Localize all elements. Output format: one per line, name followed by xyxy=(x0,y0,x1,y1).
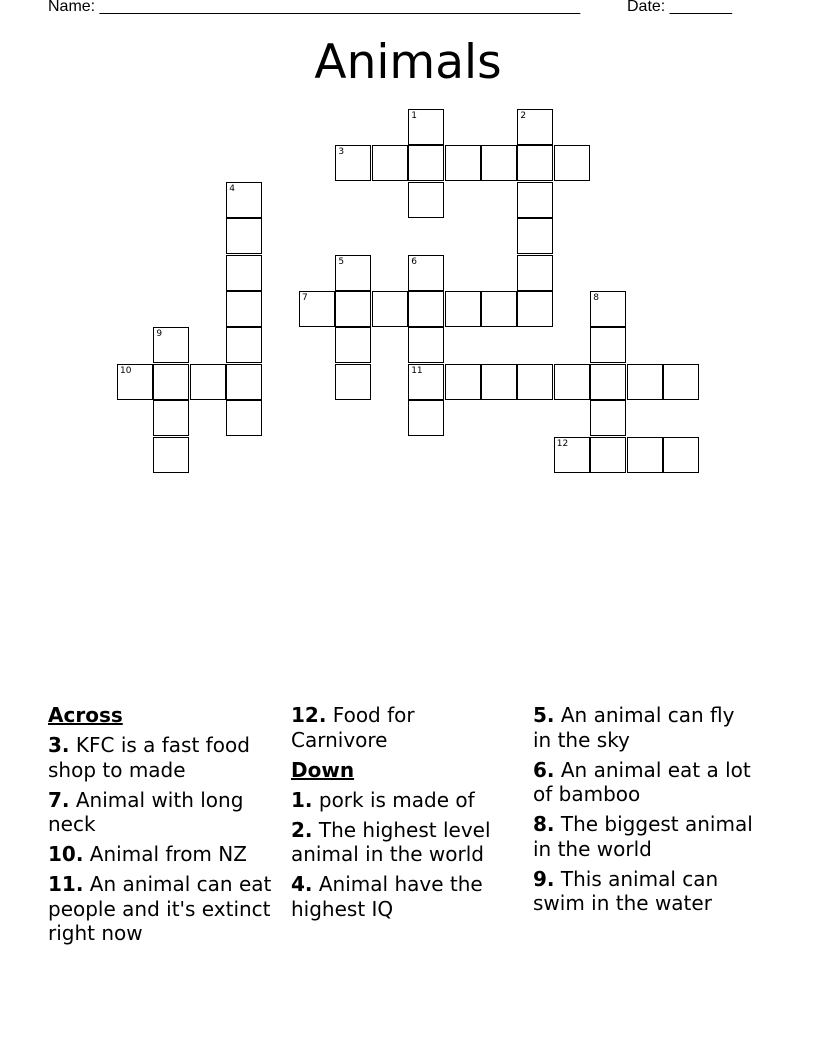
crossword-cell[interactable] xyxy=(226,327,262,363)
crossword-cell[interactable] xyxy=(226,400,262,436)
crossword-cell[interactable] xyxy=(481,291,517,327)
clue-text: An animal eat a lot of bamboo xyxy=(533,757,751,806)
crossword-cell[interactable] xyxy=(153,327,189,363)
crossword-cell[interactable] xyxy=(335,255,371,291)
crossword-cell[interactable] xyxy=(481,364,517,400)
crossword-cell[interactable] xyxy=(590,364,626,400)
crossword-cell[interactable] xyxy=(554,437,590,473)
crossword-cell[interactable] xyxy=(445,145,481,181)
clue-number: 12. xyxy=(291,703,327,727)
crossword-cell[interactable] xyxy=(517,182,553,218)
clue-text: pork is made of xyxy=(318,787,475,812)
clue-text: This animal can swim in the water xyxy=(533,866,719,915)
clue-down-6 xyxy=(533,758,758,807)
crossword-cell[interactable] xyxy=(663,437,699,473)
cell-number: 1 xyxy=(411,111,417,121)
clue-down-2 xyxy=(291,818,516,867)
across-heading: Across xyxy=(48,703,123,727)
crossword-cell[interactable] xyxy=(481,145,517,181)
clue-down-8 xyxy=(533,812,758,861)
clue-text: Animal have the highest IQ xyxy=(291,872,483,921)
crossword-cell[interactable] xyxy=(335,145,371,181)
crossword-cell[interactable] xyxy=(554,145,590,181)
crossword-cell[interactable] xyxy=(153,364,189,400)
date-line[interactable]: Date: _______ xyxy=(627,0,732,15)
clue-text: Animal from NZ xyxy=(89,842,247,866)
clue-number: 8. xyxy=(533,812,555,836)
crossword-cell[interactable] xyxy=(226,291,262,327)
cell-number: 3 xyxy=(338,147,345,158)
page-title: Animals xyxy=(314,35,502,90)
clue-down-5 xyxy=(533,703,758,752)
crossword-cell[interactable] xyxy=(117,364,153,400)
cell-number: 10 xyxy=(120,365,132,376)
crossword-cell[interactable] xyxy=(408,255,444,291)
cell-number: 7 xyxy=(302,293,308,303)
clue-number: 11. xyxy=(48,872,84,896)
crossword-cell[interactable] xyxy=(408,109,444,145)
clue-number: 2. xyxy=(291,817,313,842)
crossword-cell[interactable] xyxy=(517,218,553,254)
crossword-cell[interactable] xyxy=(517,364,553,400)
clue-text: An animal can eat people and it's extinct right now xyxy=(48,872,272,945)
clue-number: 5. xyxy=(533,703,555,727)
crossword-cell[interactable] xyxy=(590,327,626,363)
crossword-cell[interactable] xyxy=(408,182,444,218)
cell-number: 2 xyxy=(520,111,527,121)
crossword-cell[interactable] xyxy=(590,437,626,473)
crossword-cell[interactable] xyxy=(408,291,444,327)
crossword-cell[interactable] xyxy=(335,291,371,327)
cell-number: 4 xyxy=(229,183,235,194)
crossword-cell[interactable] xyxy=(590,291,626,327)
clue-number: 4. xyxy=(291,872,313,896)
crossword-cell[interactable] xyxy=(226,364,262,400)
cell-number: 6 xyxy=(411,256,417,267)
cell-number: 12 xyxy=(556,438,569,449)
crossword-cell[interactable] xyxy=(226,182,262,218)
crossword-cell[interactable] xyxy=(517,255,553,291)
crossword-cell[interactable] xyxy=(517,291,553,327)
clue-text: KFC is a fast food shop to made xyxy=(48,733,250,782)
crossword-cell[interactable] xyxy=(445,364,481,400)
clue-down-4 xyxy=(291,872,516,921)
crossword-cell[interactable] xyxy=(190,364,226,400)
clue-text: The biggest animal in the world xyxy=(533,812,753,861)
clue-across-7 xyxy=(48,788,273,837)
crossword-cell[interactable] xyxy=(554,364,590,400)
crossword-cell[interactable] xyxy=(517,109,553,145)
clue-down-9 xyxy=(533,867,758,916)
crossword-cell[interactable] xyxy=(408,327,444,363)
clue-number: 10. xyxy=(48,842,84,866)
name-line[interactable]: Name: ______________________________________________________ xyxy=(48,0,581,15)
down-heading: Down xyxy=(291,757,355,782)
crossword-cell[interactable] xyxy=(517,145,553,181)
clue-text: The highest level animal in the world xyxy=(291,817,491,866)
clue-across-10 xyxy=(48,842,273,867)
clue-across-3 xyxy=(48,733,273,782)
crossword-cell[interactable] xyxy=(408,400,444,436)
clue-across-11 xyxy=(48,872,273,946)
clue-column-1 xyxy=(48,703,273,951)
cell-number: 8 xyxy=(593,293,599,303)
clue-text: Food for Carnivore xyxy=(291,703,415,752)
crossword-cell[interactable] xyxy=(445,291,481,327)
cell-number: 9 xyxy=(156,329,163,340)
clue-number: 7. xyxy=(48,787,70,812)
crossword-cell[interactable] xyxy=(153,437,189,473)
clue-number: 3. xyxy=(48,733,70,757)
cell-number: 11 xyxy=(411,365,423,376)
crossword-cell[interactable] xyxy=(627,364,663,400)
clue-down-1 xyxy=(291,788,516,813)
crossword-cell[interactable] xyxy=(372,291,408,327)
crossword-cell[interactable] xyxy=(226,255,262,291)
clue-text: An animal can fly in the sky xyxy=(533,703,735,752)
crossword-cell[interactable] xyxy=(590,400,626,436)
crossword-cell[interactable] xyxy=(153,400,189,436)
crossword-cell[interactable] xyxy=(335,364,371,400)
crossword-cell[interactable] xyxy=(663,364,699,400)
clue-number: 6. xyxy=(533,757,555,782)
crossword-cell[interactable] xyxy=(627,437,663,473)
clue-column-3 xyxy=(533,703,758,921)
clue-number: 9. xyxy=(533,866,555,891)
crossword-cell[interactable] xyxy=(299,291,335,327)
clue-number: 1. xyxy=(291,787,313,812)
cell-number: 5 xyxy=(338,256,345,267)
crossword-cell[interactable] xyxy=(226,218,262,254)
crossword-cell[interactable] xyxy=(408,145,444,181)
crossword-cell[interactable] xyxy=(372,145,408,181)
clue-across-12 xyxy=(291,703,516,752)
clue-text: Animal with long neck xyxy=(48,787,244,836)
crossword-cell[interactable] xyxy=(335,327,371,363)
crossword-cell[interactable] xyxy=(408,364,444,400)
clue-column-2 xyxy=(291,703,516,927)
